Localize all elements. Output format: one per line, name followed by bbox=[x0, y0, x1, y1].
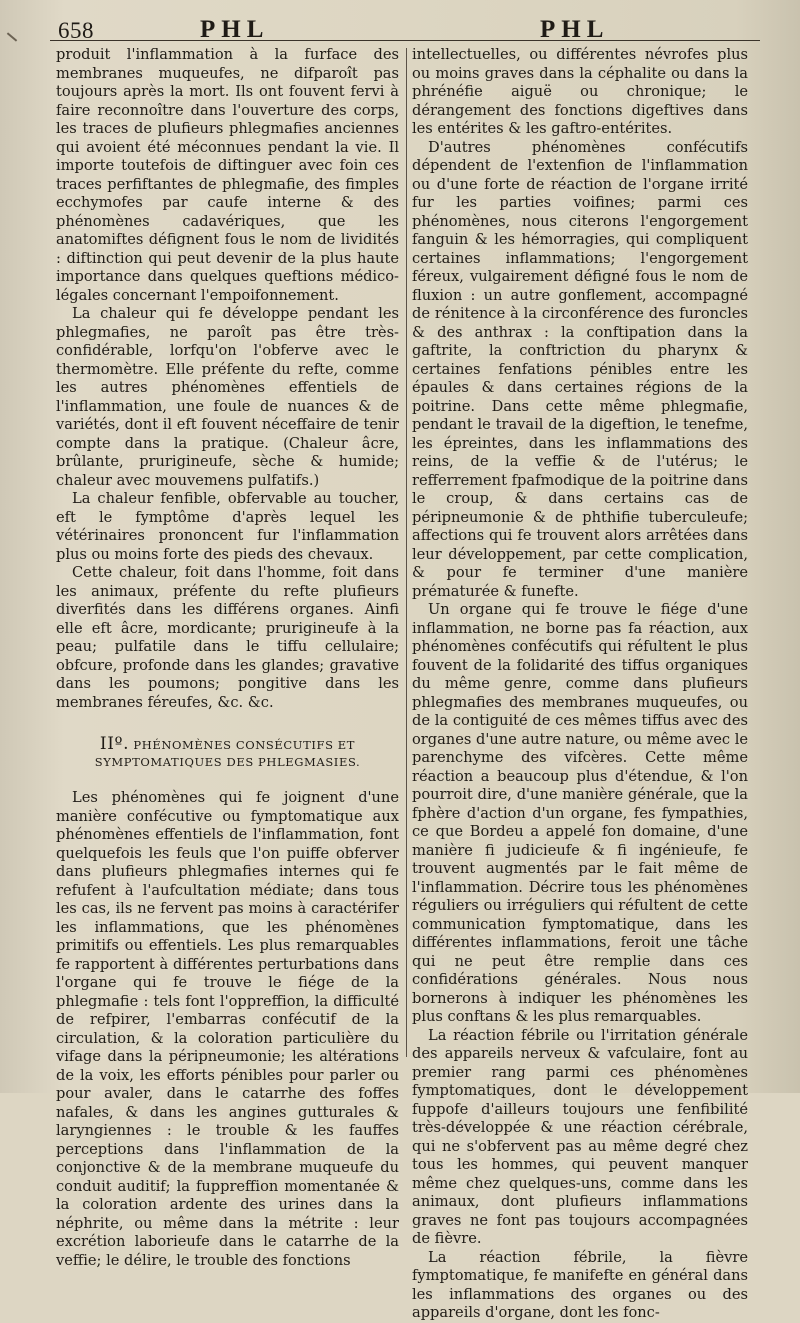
left-paragraph-1: produit l'inflammation à la furface des membranes muqueufes, ne difparoît pas toujours après la mort. Ils ont fouvent fervi à faire reconnoître dans l'ouverture des corps, les traces de plufieurs phlegmafies anciennes qui avoient été méconnues pendant la vie. Il importe toutefois de diftinguer avec foin ces traces perfiftantes de phlegmafie, des fimples ecchymofes par caufe interne & des phénomènes cadavériques, que les anatomiftes défignent fous le nom de lividités : diftinction qui peut devenir de la plus haute importance dans quelques queftions médico-légales concernant l'empoifonnement. bbox=[56, 46, 399, 304]
right-paragraph-4: La réaction fébrile ou l'irritation générale des appareils nerveux & vafculaire, font au premier rang parmi ces phénomènes fymptomatiques, dont le développement fuppofe d'ailleurs toujours une fenfibilité très-développée & une réaction cérébrale, qui ne s'obfervent pas au même degré chez tous les hommes, qui peuvent manquer même chez quelques-uns, comme dans les animaux, dont plufieurs inflammations graves ne font pas toujours accompagnées de fièvre. bbox=[412, 1026, 748, 1247]
section-number: IIº. bbox=[99, 734, 130, 754]
right-paragraph-5: La réaction fébrile, la fièvre fymptomatique, fe manifefte en général dans les inflammations des organes ou des appareils d'organe, dont les fonc- bbox=[412, 1248, 748, 1321]
left-paragraph-4: Cette chaleur, foit dans l'homme, foit dans les animaux, préfente du refte plufieurs diverfités dans les différens organes. Ainfi elle eft âcre, mordicante; prurigineufe à la peau; pulfatile dans le tiffu cellulaire; obfcure, profonde dans les glandes; gravative dans les poumons; pongitive dans les membranes féreufes, &c. &c. bbox=[56, 564, 399, 711]
right-column bbox=[412, 46, 748, 1323]
header-rule bbox=[50, 40, 760, 41]
page-header bbox=[50, 14, 760, 48]
left-paragraph-5: Les phénomènes qui fe joignent d'une manière confécutive ou fymptomatique aux phénomènes effentiels de l'inflammation, font quelquefois les feuls que l'on puiffe obferver dans plufieurs phlegmafies internes qui fe refufent à l'aufcultation médiate; dans tous les cas, ils ne fervent pas moins à caractérifer les inflammations, que les phénomènes primitifs ou effentiels. Les plus remarquables fe rapportent à différentes perturbations dans l'organe qui fe trouve le fiége de la phlegmafie : tels font l'oppreffion, la difficulté de refpirer, l'embarras confécutif de la circulation, & la coloration particulière du vifage dans la péripneumonie; les altérations de la voix, les efforts pénibles pour parler ou pour avaler, dans le catarrhe des foffes nafales, & dans les angines gutturales & laryngiennes : le trouble & les fauffes perceptions dans l'inflammation de la conjonctive & de la membrane muqueufe du conduit auditif; la fuppreffion momentanée & la coloration ardente des urines dans la néphrite, ou même dans la métrite : leur excrétion laborieufe dans le catarrhe de la veffie; le délire, le trouble des fonctions bbox=[56, 789, 399, 1269]
section-heading bbox=[56, 736, 399, 771]
running-head-left: PHL bbox=[200, 16, 270, 43]
section-title: PHÉNOMÈNES CONSÉCUTIFS ET SYMPTOMATIQUES DES PHLEGMASIES. bbox=[94, 738, 361, 769]
page-edge-mark bbox=[7, 32, 17, 41]
running-head-right: PHL bbox=[540, 16, 610, 43]
left-paragraph-3: La chaleur fenfible, obfervable au toucher, eft le fymptôme d'après lequel les vétérinaires prononcent fur l'inflammation plus ou moins forte des pieds des chevaux. bbox=[56, 490, 399, 563]
left-column bbox=[56, 46, 399, 1270]
right-paragraph-2: D'autres phénomènes confécutifs dépendent de l'extenfion de l'inflammation ou d'une forte de réaction de l'organe irrité fur les parties voifines; parmi ces phénomènes, nous citerons l'engorgement fanguin & les hémorragies, qui compliquent certaines inflammations; l'engorgement féreux, vulgairement défigné fous le nom de fluxion : un autre gonflement, accompagné de rénitence à la circonférence des furoncles & des anthrax : la conftipation dans la gaftrite, la conftriction du pharynx & certaines fenfations pénibles entre les épaules & dans certaines régions de la poitrine. Dans cette même phlegmafie, pendant le travail de la digeftion, le tenefme, les épreintes, dans les inflammations des reins, de la veffie & de l'utérus; le refferrement fpafmodique de la poitrine dans le croup, & dans certains cas de péripneumonie & de phthifie tuberculeufe; affections qui fe trouvent alors arrêtées dans leur développement, par cette complication, & pour fe terminer d'une manière prématurée & funefte. bbox=[412, 138, 748, 600]
right-paragraph-1: intellectuelles, ou différentes névrofes plus ou moins graves dans la céphalite ou dans la phrénéfie aiguë ou chronique; le dérangement des fonctions digeftives dans les entérites & les gaftro-entérites. bbox=[412, 46, 748, 137]
left-paragraph-2: La chaleur qui fe développe pendant les phlegmafies, ne paroît pas être très-confidérable, lorfqu'on l'obferve avec le thermomètre. Elle préfente du refte, comme les autres phénomènes effentiels de l'inflammation, une foule de nuances & de variétés, dont il eft fouvent néceffaire de tenir compte dans la pratique. (Chaleur âcre, brûlante, prurigineufe, sèche & humide; chaleur avec mouvemens pulfatifs.) bbox=[56, 305, 399, 489]
column-divider bbox=[406, 48, 407, 1057]
right-paragraph-3: Un organe qui fe trouve le fiége d'une inflammation, ne borne pas fa réaction, aux phénomènes confécutifs qui réfultent le plus fouvent de la folidarité des tiffus organiques du même genre, comme dans plufieurs phlegmafies des membranes muqueufes, ou de la contiguité de ces mêmes tiffus avec des organes d'une autre nature, ou même avec le parenchyme des vifcères. Cette même réaction a beaucoup plus d'étendue, & l'on pourroit dire, d'une manière générale, que la fphère d'action d'un organe, fes fympathies, ce que Bordeu a appelé fon domaine, d'une manière fi judicieufe & fi ingénieufe, fe trouvent augmentés par le fait même de l'inflammation. Décrire tous les phénomènes réguliers ou irréguliers qui réfultent de cette communication fymptomatique, dans les différentes inflammations, feroit une tâche qui ne peut être remplie dans ces confidérations générales. Nous nous bornerons à indiquer les phénomènes les plus conftans & les plus remarquables. bbox=[412, 601, 748, 1025]
page-number: 658 bbox=[58, 18, 94, 43]
